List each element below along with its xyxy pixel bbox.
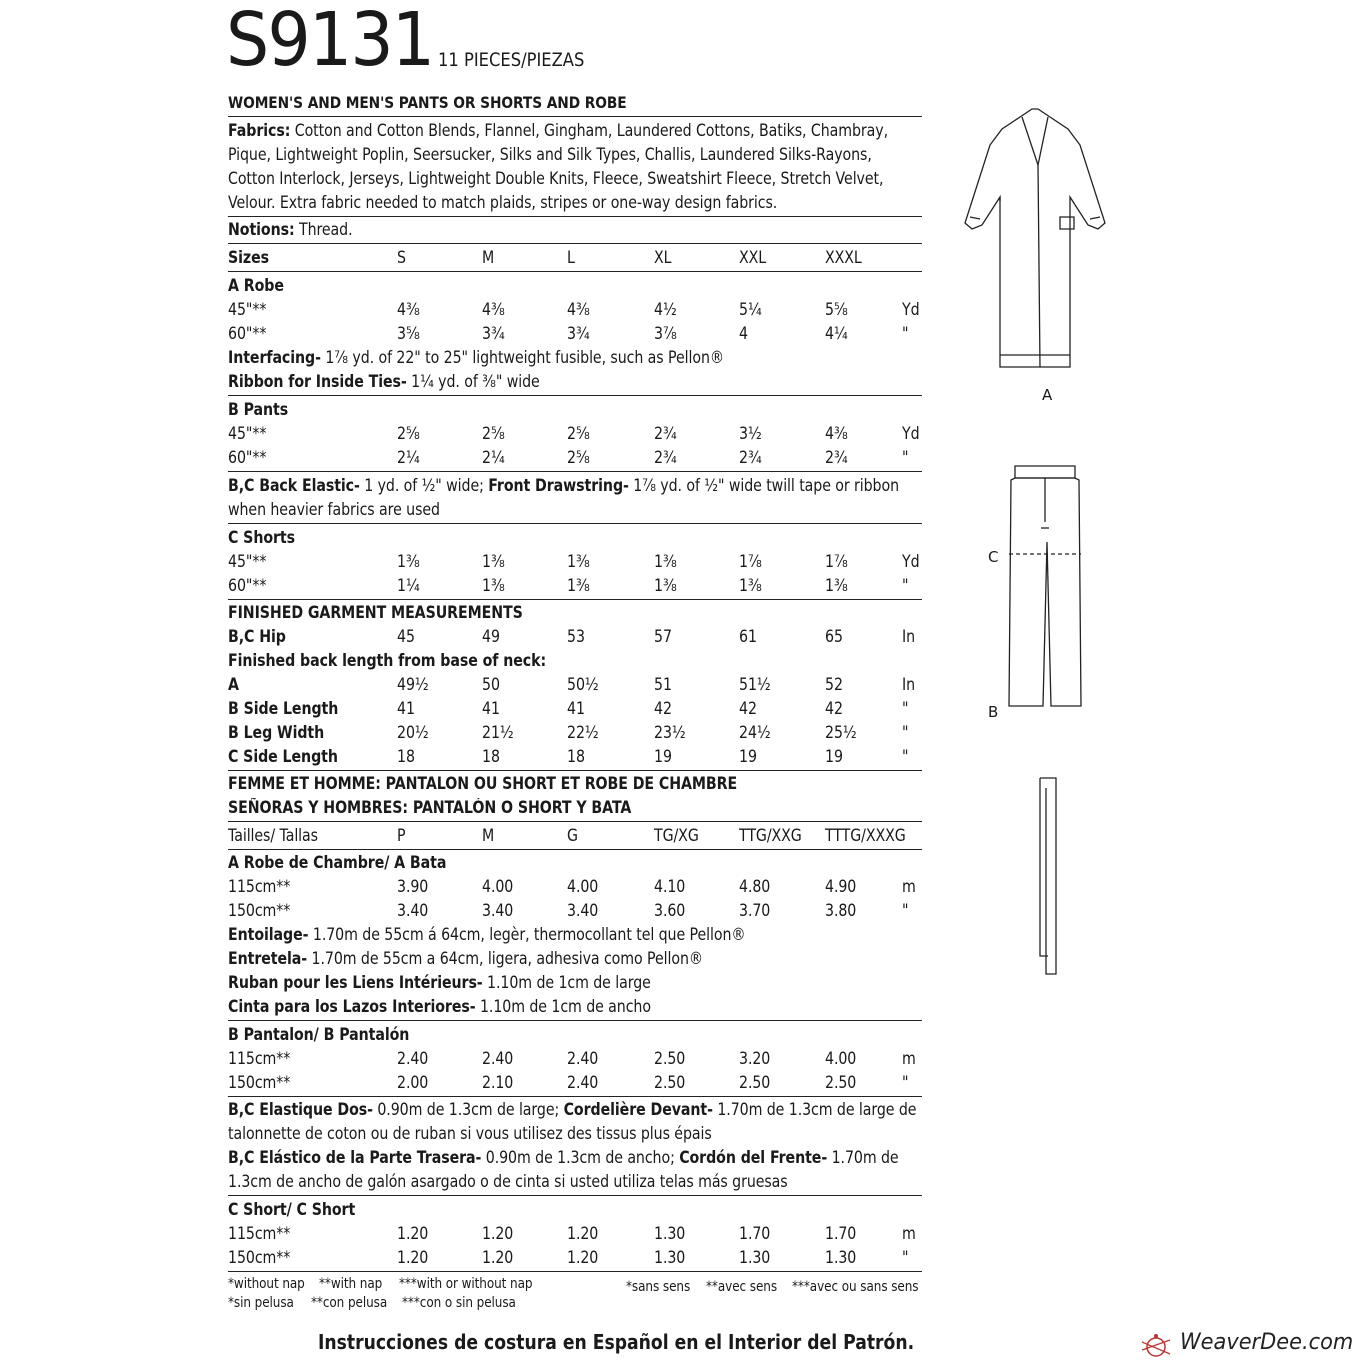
size-value: 1¼ <box>397 576 420 595</box>
size-value: 4.10 <box>654 877 686 896</box>
size-value: 1⅜ <box>654 552 677 571</box>
size-value: 53 <box>567 627 585 646</box>
fr-robe-title: A Robe de Chambre/ A Bata <box>228 853 447 872</box>
entoilage-line <box>228 924 745 946</box>
size-column-header: S <box>397 248 406 267</box>
brand-watermark: WeaverDee.com <box>1180 1330 1354 1355</box>
size-value: 18 <box>567 747 585 766</box>
footnote-en-1: *without nap <box>228 1276 305 1292</box>
size-value: 3.60 <box>654 901 686 920</box>
size-value: 21½ <box>482 723 514 742</box>
size-value: 41 <box>567 699 585 718</box>
size-value: 1.30 <box>825 1248 857 1267</box>
pattern-number: S9131 <box>226 0 434 83</box>
footnote-es-2: **con pelusa <box>311 1295 388 1311</box>
row-label: B Leg Width <box>228 723 325 742</box>
footnote-es-1: *sin pelusa <box>228 1295 294 1311</box>
size-column-header: XXL <box>739 248 767 267</box>
interfacing-label: Interfacing- <box>228 348 321 367</box>
size-value: 4½ <box>654 300 677 319</box>
unit-label: In <box>902 675 916 694</box>
unit-label: m <box>902 1049 916 1068</box>
size-value: 2¾ <box>739 448 762 467</box>
finished-title: FINISHED GARMENT MEASUREMENTS <box>228 603 523 622</box>
row-label: 60"** <box>228 324 267 343</box>
unit-label: " <box>902 448 909 467</box>
size-value: 3.40 <box>397 901 429 920</box>
size-value: 5¼ <box>739 300 762 319</box>
size-value: 1⅞ <box>825 552 848 571</box>
unit-label: Yd <box>902 424 920 443</box>
ruban-line <box>228 972 651 994</box>
size-value: 1.20 <box>567 1224 599 1243</box>
size-value: 4 <box>739 324 748 343</box>
pants-label-b: B <box>988 703 999 721</box>
size-value: 2¾ <box>654 424 677 443</box>
size-value: 4¼ <box>825 324 848 343</box>
entretela-text: 1.70m de 55cm a 64cm, ligera, adhesiva como Pellon® <box>307 949 703 968</box>
size-value: 2⅝ <box>567 448 590 467</box>
size-value: 45 <box>397 627 415 646</box>
size-value: 1.20 <box>482 1248 514 1267</box>
es-elastic-line-2: 1.3cm de ancho de galón asargado o de cinta si usted utiliza telas más gruesas <box>228 1172 788 1191</box>
pants-illustration <box>1005 462 1085 710</box>
unit-label: " <box>902 324 909 343</box>
size-value: 4.80 <box>739 877 771 896</box>
divider <box>228 1195 922 1196</box>
size-value: 3.40 <box>567 901 599 920</box>
row-label: 60"** <box>228 576 267 595</box>
fr-sizes-label: Tailles/ Tallas <box>228 826 318 845</box>
interfacing-text: 1⅞ yd. of 22" to 25" lightweight fusible, such as Pellon® <box>320 348 724 367</box>
notions-text: Thread. <box>298 220 353 239</box>
fr-elastic-line <box>228 1099 916 1121</box>
size-value: 4.90 <box>825 877 857 896</box>
robe-label-a: A <box>1042 386 1053 404</box>
size-value: 41 <box>482 699 500 718</box>
size-value: 42 <box>654 699 672 718</box>
size-column-header: G <box>567 826 578 845</box>
size-value: 2⅝ <box>482 424 505 443</box>
unit-label: " <box>902 723 909 742</box>
fr-cord-label: Cordelière Devant- <box>563 1100 713 1119</box>
size-value: 3.40 <box>482 901 514 920</box>
es-cord-label: Cordón del Frente- <box>679 1148 828 1167</box>
size-value: 3¾ <box>482 324 505 343</box>
entretela-line <box>228 948 703 970</box>
size-value: 2¾ <box>654 448 677 467</box>
size-value: 2¼ <box>482 448 505 467</box>
entoilage-label: Entoilage- <box>228 925 309 944</box>
es-cord-text: 1.70m de <box>827 1148 899 1167</box>
fr-title: FEMME ET HOMME: PANTALON OU SHORT ET ROBE DE CHAMBRE <box>228 774 738 793</box>
size-value: 57 <box>654 627 672 646</box>
size-value: 3.70 <box>739 901 771 920</box>
size-value: 18 <box>482 747 500 766</box>
size-value: 25½ <box>825 723 857 742</box>
size-value: 5⅝ <box>825 300 848 319</box>
row-label: 60"** <box>228 448 267 467</box>
size-value: 4.00 <box>825 1049 857 1068</box>
size-value: 18 <box>397 747 415 766</box>
robe-illustration <box>960 105 1110 375</box>
divider <box>228 116 922 117</box>
notions-line <box>228 219 353 241</box>
size-value: 3.80 <box>825 901 857 920</box>
entretela-label: Entretela- <box>228 949 308 968</box>
size-value: 2.50 <box>654 1049 686 1068</box>
row-label: 45"** <box>228 424 267 443</box>
row-label: B,C Hip <box>228 627 286 646</box>
divider <box>228 395 922 396</box>
es-title: SEÑORAS Y HOMBRES: PANTALÓN O SHORT Y BATA <box>228 798 632 817</box>
footnote-fr-3: ***avec ou sans sens <box>792 1279 919 1295</box>
size-value: 2.50 <box>825 1073 857 1092</box>
row-label: 115cm** <box>228 877 291 896</box>
size-value: 1.70 <box>825 1224 857 1243</box>
es-elastic-text: 0.90m de 1.3cm de ancho; <box>481 1148 680 1167</box>
size-value: 22½ <box>567 723 599 742</box>
unit-label: m <box>902 1224 916 1243</box>
size-value: 1⅞ <box>739 552 762 571</box>
size-value: 2.00 <box>397 1073 429 1092</box>
es-elastic-label: B,C Elástico de la Parte Trasera- <box>228 1148 482 1167</box>
row-label: A <box>228 675 239 694</box>
row-label: B Side Length <box>228 699 339 718</box>
shorts-label-c: C <box>988 548 999 566</box>
drawstring-text: 1⅞ yd. of ½" wide twill tape or ribbon <box>628 476 899 495</box>
row-label: 150cm** <box>228 901 291 920</box>
unit-label: Yd <box>902 300 920 319</box>
size-value: 1⅜ <box>567 576 590 595</box>
size-column-header: M <box>482 248 495 267</box>
size-value: 49 <box>482 627 500 646</box>
fr-elastic-line-2: talonnette de coton ou de ruban si vous utilisez des tissus plus épais <box>228 1124 712 1143</box>
divider <box>228 523 922 524</box>
divider <box>228 216 922 217</box>
row-label: C Side Length <box>228 747 338 766</box>
notions-label: Notions: <box>228 220 295 239</box>
row-label: 150cm** <box>228 1248 291 1267</box>
divider <box>228 271 922 272</box>
footnote-es-3: ***con o sin pelusa <box>402 1295 516 1311</box>
size-value: 51 <box>654 675 672 694</box>
fabrics-line-4: Velour. Extra fabric needed to match plaids, stripes or one-way design fabrics. <box>228 193 778 212</box>
elastic-label: B,C Back Elastic- <box>228 476 360 495</box>
fabrics-label: Fabrics: <box>228 121 291 140</box>
size-value: 2⅝ <box>567 424 590 443</box>
fabrics-text: Cotton and Cotton Blends, Flannel, Gingham, Laundered Cottons, Batiks, Chambray, <box>294 121 888 140</box>
size-value: 19 <box>654 747 672 766</box>
row-label: 150cm** <box>228 1073 291 1092</box>
size-column-header: TG/XG <box>654 826 699 845</box>
fabrics-line-1 <box>228 120 888 142</box>
size-value: 4⅜ <box>825 424 848 443</box>
sizes-label: Sizes <box>228 248 269 267</box>
unit-label: " <box>902 576 909 595</box>
size-value: 65 <box>825 627 843 646</box>
pants-title: B Pants <box>228 400 289 419</box>
cinta-text: 1.10m de 1cm de ancho <box>475 997 651 1016</box>
divider <box>228 599 922 600</box>
size-column-header: TTTG/XXXG <box>825 826 906 845</box>
size-value: 1.20 <box>482 1224 514 1243</box>
size-value: 4.00 <box>482 877 514 896</box>
size-value: 52 <box>825 675 843 694</box>
size-value: 41 <box>397 699 415 718</box>
tie-belt-illustration <box>1028 776 1068 976</box>
size-value: 50½ <box>567 675 599 694</box>
size-value: 1.20 <box>397 1248 429 1267</box>
ribbon-line <box>228 371 540 393</box>
es-elastic-line <box>228 1147 899 1169</box>
divider <box>228 821 922 822</box>
unit-label: m <box>902 877 916 896</box>
size-value: 24½ <box>739 723 771 742</box>
size-value: 3.20 <box>739 1049 771 1068</box>
back-length-label: Finished back length from base of neck: <box>228 651 547 670</box>
size-value: 42 <box>825 699 843 718</box>
size-value: 4⅜ <box>397 300 420 319</box>
interfacing-line <box>228 347 724 369</box>
fr-pants-title: B Pantalon/ B Pantalón <box>228 1025 410 1044</box>
footnote-fr-2: **avec sens <box>706 1279 778 1295</box>
size-column-header: P <box>397 826 406 845</box>
row-label: 115cm** <box>228 1049 291 1068</box>
elastic-text: 1 yd. of ½" wide; <box>359 476 489 495</box>
size-value: 1⅜ <box>567 552 590 571</box>
cinta-label: Cinta para los Lazos Interiores- <box>228 997 476 1016</box>
elastic-line <box>228 475 899 497</box>
unit-label: " <box>902 1248 909 1267</box>
size-value: 50 <box>482 675 500 694</box>
unit-label: In <box>902 627 916 646</box>
pattern-title: WOMEN'S AND MEN'S PANTS OR SHORTS AND ROBE <box>228 93 627 112</box>
fr-elastic-label: B,C Elastique Dos- <box>228 1100 373 1119</box>
drawstring-line-2: when heavier fabrics are used <box>228 500 440 519</box>
size-value: 1.70 <box>739 1224 771 1243</box>
size-value: 23½ <box>654 723 686 742</box>
size-value: 1⅜ <box>397 552 420 571</box>
size-value: 2.40 <box>567 1049 599 1068</box>
divider <box>228 770 922 771</box>
size-value: 51½ <box>739 675 771 694</box>
size-column-header: TTG/XXG <box>739 826 802 845</box>
size-value: 19 <box>825 747 843 766</box>
size-value: 3⅝ <box>397 324 420 343</box>
size-value: 2.40 <box>397 1049 429 1068</box>
fabrics-line-3: Cotton Interlock, Jerseys, Lightweight Double Knits, Fleece, Sweatshirt Fleece, Stretch Velvet, <box>228 169 884 188</box>
ribbon-text: 1¼ yd. of ⅜" wide <box>406 372 540 391</box>
fr-elastic-text: 0.90m de 1.3cm de large; <box>372 1100 564 1119</box>
size-value: 1.20 <box>397 1224 429 1243</box>
size-value: 1⅜ <box>482 552 505 571</box>
size-column-header: XXXL <box>825 248 862 267</box>
unit-label: Yd <box>902 552 920 571</box>
divider <box>228 471 922 472</box>
size-value: 2⅝ <box>397 424 420 443</box>
row-label: 45"** <box>228 300 267 319</box>
ruban-label: Ruban pour les Liens Intérieurs- <box>228 973 483 992</box>
size-value: 1.30 <box>739 1248 771 1267</box>
size-column-header: M <box>482 826 495 845</box>
size-value: 1.30 <box>654 1248 686 1267</box>
size-value: 1⅜ <box>825 576 848 595</box>
footnote-en-2: **with nap <box>319 1276 383 1292</box>
size-value: 3.90 <box>397 877 429 896</box>
robe-title: A Robe <box>228 276 284 295</box>
footnote-en-3: ***with or without nap <box>399 1276 533 1292</box>
divider <box>228 1020 922 1021</box>
size-value: 3¾ <box>567 324 590 343</box>
cinta-line <box>228 996 651 1018</box>
size-value: 4.00 <box>567 877 599 896</box>
shorts-title: C Shorts <box>228 528 295 547</box>
unit-label: " <box>902 699 909 718</box>
ruban-text: 1.10m de 1cm de large <box>482 973 651 992</box>
entoilage-text: 1.70m de 55cm á 64cm, legèr, thermocollant tel que Pellon® <box>308 925 746 944</box>
pieces-count: 11 PIECES/PIEZAS <box>438 49 585 71</box>
size-value: 3½ <box>739 424 762 443</box>
size-value: 49½ <box>397 675 429 694</box>
fr-shorts-title: C Short/ C Short <box>228 1200 356 1219</box>
size-value: 61 <box>739 627 757 646</box>
unit-label: " <box>902 1073 909 1092</box>
spanish-instructions-note: Instrucciones de costura en Español en el Interior del Patrón. <box>318 1330 915 1354</box>
size-value: 4⅜ <box>567 300 590 319</box>
size-value: 3⅞ <box>654 324 677 343</box>
size-value: 20½ <box>397 723 429 742</box>
weaverdee-logo-icon <box>1138 1332 1174 1362</box>
size-value: 1⅜ <box>482 576 505 595</box>
size-value: 2.50 <box>739 1073 771 1092</box>
size-value: 4⅜ <box>482 300 505 319</box>
ribbon-label: Ribbon for Inside Ties- <box>228 372 407 391</box>
unit-label: " <box>902 747 909 766</box>
size-value: 1⅜ <box>654 576 677 595</box>
size-value: 1.20 <box>567 1248 599 1267</box>
divider <box>228 849 922 850</box>
unit-label: " <box>902 901 909 920</box>
size-value: 2.50 <box>654 1073 686 1092</box>
size-value: 2¼ <box>397 448 420 467</box>
fabrics-line-2: Pique, Lightweight Poplin, Seersucker, Silks and Silk Types, Challis, Laundered Silks-Rayons, <box>228 145 872 164</box>
size-value: 1.30 <box>654 1224 686 1243</box>
size-value: 2.40 <box>567 1073 599 1092</box>
row-label: 115cm** <box>228 1224 291 1243</box>
size-value: 2¾ <box>825 448 848 467</box>
size-value: 1⅜ <box>739 576 762 595</box>
divider <box>228 1096 922 1097</box>
footnote-fr-1: *sans sens <box>626 1279 691 1295</box>
size-value: 2.10 <box>482 1073 514 1092</box>
drawstring-label: Front Drawstring- <box>488 476 629 495</box>
divider <box>228 1271 922 1272</box>
divider <box>228 243 922 244</box>
size-value: 42 <box>739 699 757 718</box>
fr-cord-text: 1.70m de 1.3cm de large de <box>712 1100 917 1119</box>
row-label: 45"** <box>228 552 267 571</box>
size-column-header: L <box>567 248 575 267</box>
size-value: 2.40 <box>482 1049 514 1068</box>
size-column-header: XL <box>654 248 672 267</box>
size-value: 19 <box>739 747 757 766</box>
